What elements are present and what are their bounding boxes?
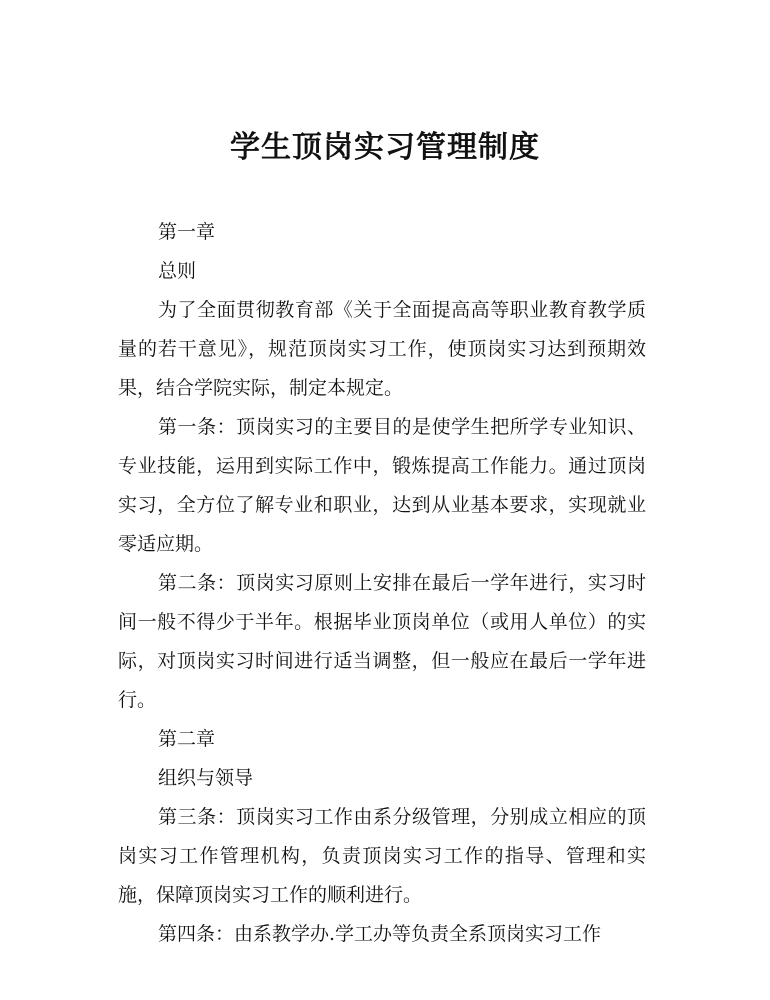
paragraph-intro: 为了全面贯彻教育部《关于全面提高高等职业教育教学质量的若干意见》，规范顶岗实习工作，使顶岗实习达到预期效果，结合学院实际，制定本规定。 xyxy=(118,299,646,399)
article-2: 第二条：顶岗实习原则上安排在最后一学年进行，实习时间一般不得少于半年。根据毕业顶岗单位（或用人单位）的实际，对顶岗实习时间进行适当调整，但一般应在最后一学年进行。 xyxy=(118,572,646,711)
article-1: 第一条：顶岗实习的主要目的是使学生把所学专业知识、专业技能，运用到实际工作中，锻炼提高工作能力。通过顶岗实习，全方位了解专业和职业，达到从业基本要求，实现就业零适应期。 xyxy=(118,416,646,555)
chapter-heading-2: 第二章 xyxy=(158,728,216,750)
article-4: 第四条：由系教学办.学工办等负责全系顶岗实习工作 xyxy=(158,923,602,945)
chapter-heading-1: 第一章 xyxy=(158,221,216,243)
document-title: 学生顶岗实习管理制度 xyxy=(230,130,540,165)
section-heading-organization: 组织与领导 xyxy=(158,767,254,789)
section-heading-general: 总则 xyxy=(158,260,197,282)
document-body xyxy=(118,213,646,954)
article-3: 第三条：顶岗实习工作由系分级管理，分别成立相应的顶岗实习工作管理机构，负责顶岗实习工作的指导、管理和实施，保障顶岗实习工作的顺利进行。 xyxy=(118,806,646,906)
